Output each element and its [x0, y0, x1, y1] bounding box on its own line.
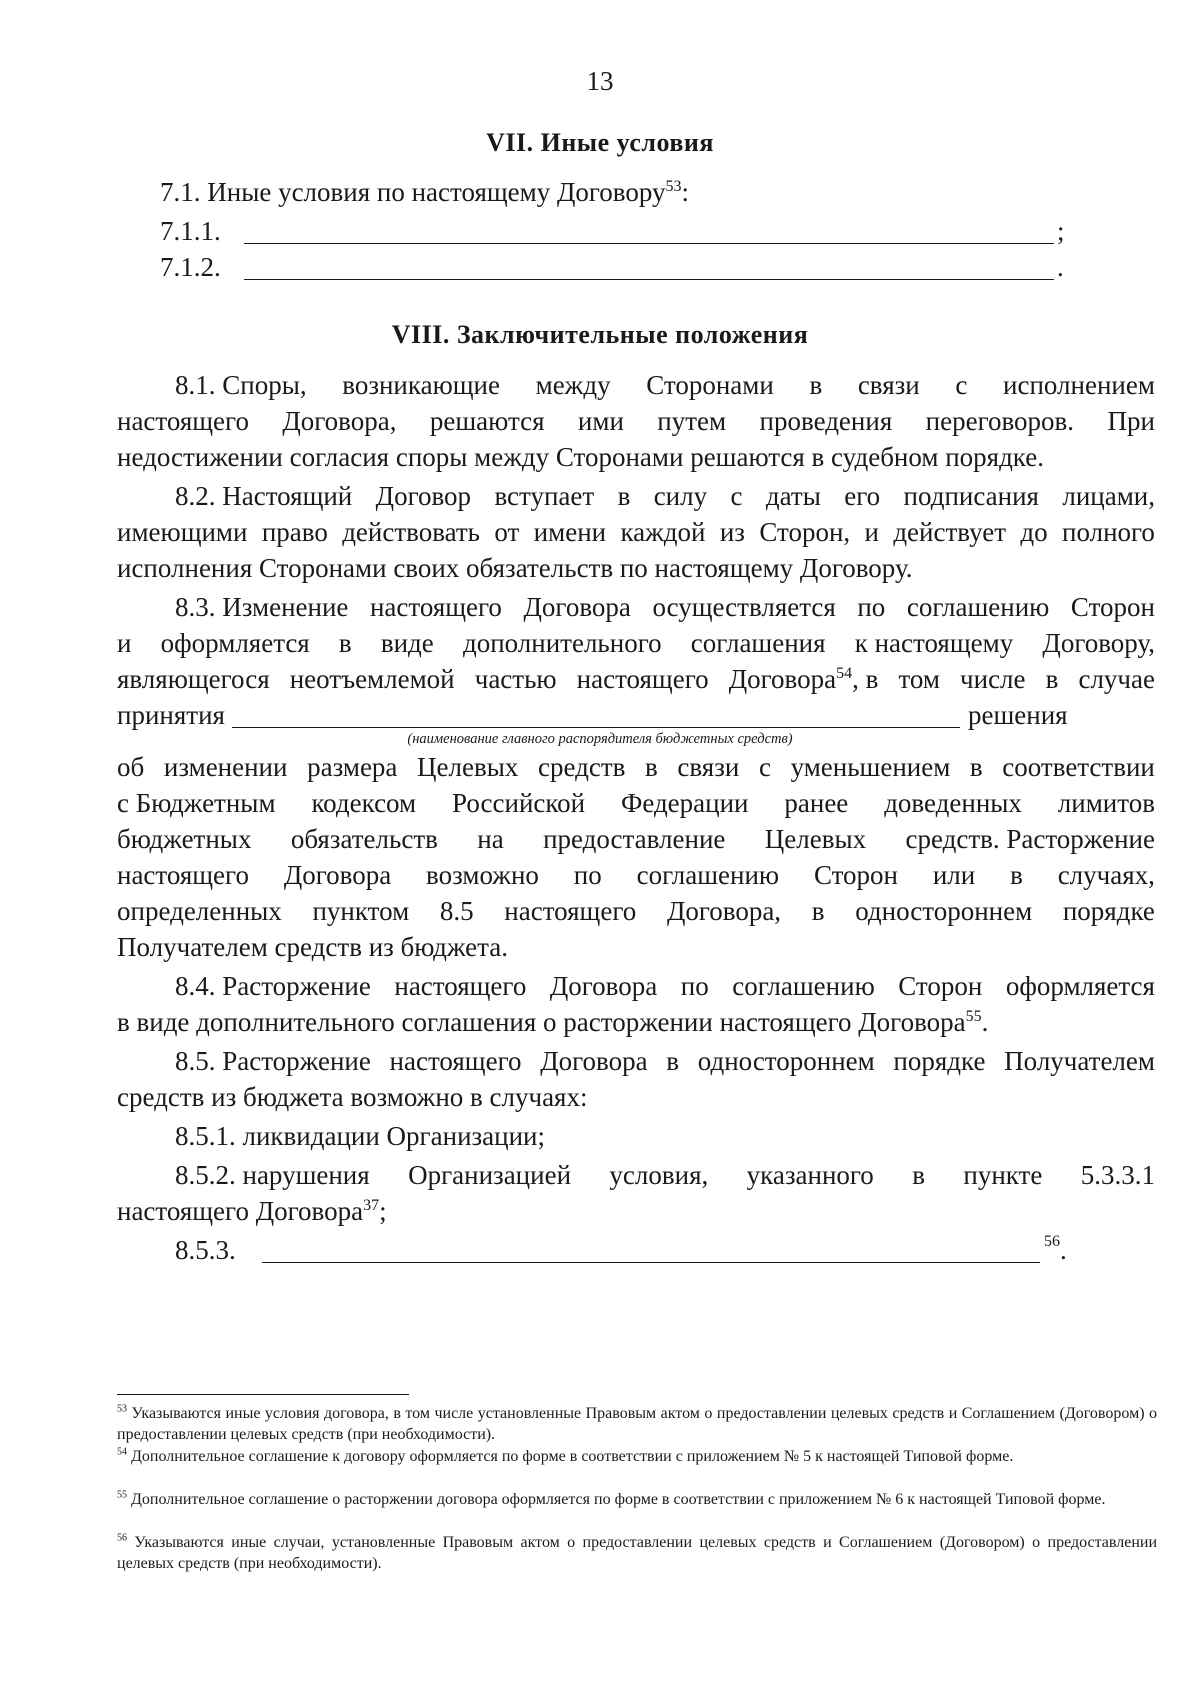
clause-8-2-line-3: исполнения Сторонами своих обязательств по настоящему Договору. — [117, 553, 913, 583]
clause-8-4-line-1: 8.4. Расторжение настоящего Договора по соглашению Сторон оформляется — [175, 971, 1155, 1001]
blank-line-7-1-1 — [244, 243, 1054, 244]
page-number: 13 — [586, 66, 614, 96]
clause-8-5-2-line-2: настоящего Договора$^{37}$; — [117, 1196, 387, 1226]
clause-8-1-line-2: настоящего Договора, решаются ими путем проведения переговоров. При — [117, 406, 1155, 436]
section-8-heading: VIII. Заключительные положения — [391, 320, 809, 349]
clause-7-1-2-label: 7.1.2. — [160, 252, 221, 282]
clause-7-1-2-end: . — [1057, 252, 1064, 282]
clause-8-5-3-label: 8.5.3. — [175, 1235, 236, 1265]
clause-8-5-3-end: . — [1060, 1235, 1067, 1265]
clause-8-3-line-7: бюджетных обязательств на предоставление Целевых средств. Расторжение — [117, 824, 1155, 854]
clause-8-5-1: 8.5.1. ликвидации Организации; — [175, 1121, 546, 1151]
footnote-ref-56: 56 — [1044, 1233, 1060, 1250]
clause-8-3-line-8: настоящего Договора возможно по соглашению Сторон или в случаях, — [117, 860, 1155, 890]
footnote-ref-37: 37 — [363, 1197, 380, 1214]
clause-8-1-line-1: 8.1. Споры, возникающие между Сторонами в связи с исполнением — [175, 370, 1155, 400]
clause-8-3-line-9: определенных пунктом 8.5 настоящего Договора, в одностороннем порядке — [117, 896, 1155, 926]
footnote-56: $^{56}$ Указываются иные случаи, установленные Правовым актом о предоставлении целевых средств и Соглашением (Договором) о предоставлении целевых средств (при необходимости). — [117, 1532, 1158, 1572]
clause-8-5-line-1: 8.5. Расторжение настоящего Договора в одностороннем порядке Получателем — [175, 1046, 1155, 1076]
blank-line-budget-holder — [232, 727, 960, 728]
clause-8-3-line-2: и оформляется в виде дополнительного соглашения к настоящему Договору, — [117, 628, 1155, 658]
clause-8-1-line-3: недостижении согласия споры между Сторонами решаются в судебном порядке. — [117, 442, 1044, 472]
blank-caption: (наименование главного распорядителя бюджетных средств) — [407, 731, 793, 747]
clause-8-3-line-3: являющегося неотъемлемой частью настоящего Договора54, в том числе в случае — [117, 664, 1155, 694]
clause-8-3-line-10: Получателем средств из бюджета. — [117, 932, 508, 962]
clause-8-3-line-4-end: решения — [968, 700, 1068, 730]
clause-8-3-line-6: с Бюджетным кодексом Российской Федерации ранее доведенных лимитов — [117, 788, 1155, 818]
footnote-ref-55: 55 — [965, 1008, 982, 1025]
footnote-separator — [117, 1394, 409, 1395]
clause-7-1-1-label: 7.1.1. — [160, 216, 221, 246]
clause-8-2-line-1: 8.2. Настоящий Договор вступает в силу с даты его подписания лицами, — [175, 481, 1155, 511]
footnote-55: $^{55}$ Дополнительное соглашение о расторжении договора оформляется по форме в соответствии с приложением № 6 к настоящей Типовой форме. — [117, 1489, 1106, 1508]
footnote-ref-53: 53 — [665, 178, 682, 195]
blank-line-8-5-3 — [262, 1262, 1040, 1263]
blank-line-7-1-2 — [244, 279, 1054, 280]
footnote-53: $^{53}$ Указываются иные условия договора, в том числе установленные Правовым актом о предоставлении целевых средств и Соглашением (Договором) о предоставлении целевых средств (при необходимости). — [117, 1403, 1158, 1443]
clause-8-5-2-line-1: 8.5.2. нарушения Организацией условия, указанного в пункте 5.3.3.1 — [175, 1160, 1155, 1190]
section-7-heading: VII. Иные условия — [486, 128, 714, 157]
clause-8-5-line-2: средств из бюджета возможно в случаях: — [117, 1082, 588, 1112]
clause-8-4-line-2: в виде дополнительного соглашения о расторжении настоящего Договора$^{55}$. — [117, 1007, 989, 1037]
clause-8-2-line-2: имеющими право действовать от имени каждой из Сторон, и действует до полного — [117, 517, 1155, 547]
clause-7-1-1-end: ; — [1057, 216, 1065, 246]
footnote-54: $^{54}$ Дополнительное соглашение к договору оформляется по форме в соответствии с приложением № 5 к настоящей Типовой форме. — [117, 1446, 1014, 1465]
clause-8-3-line-4-start: принятия — [117, 700, 225, 730]
clause-8-3-line-5: об изменении размера Целевых средств в связи с уменьшением в соответствии — [117, 752, 1155, 782]
clause-7-1: 7.1. Иные условия по настоящему Договору$^{53}$: — [160, 177, 690, 207]
clause-8-3-line-1: 8.3. Изменение настоящего Договора осуществляется по соглашению Сторон — [175, 592, 1155, 622]
